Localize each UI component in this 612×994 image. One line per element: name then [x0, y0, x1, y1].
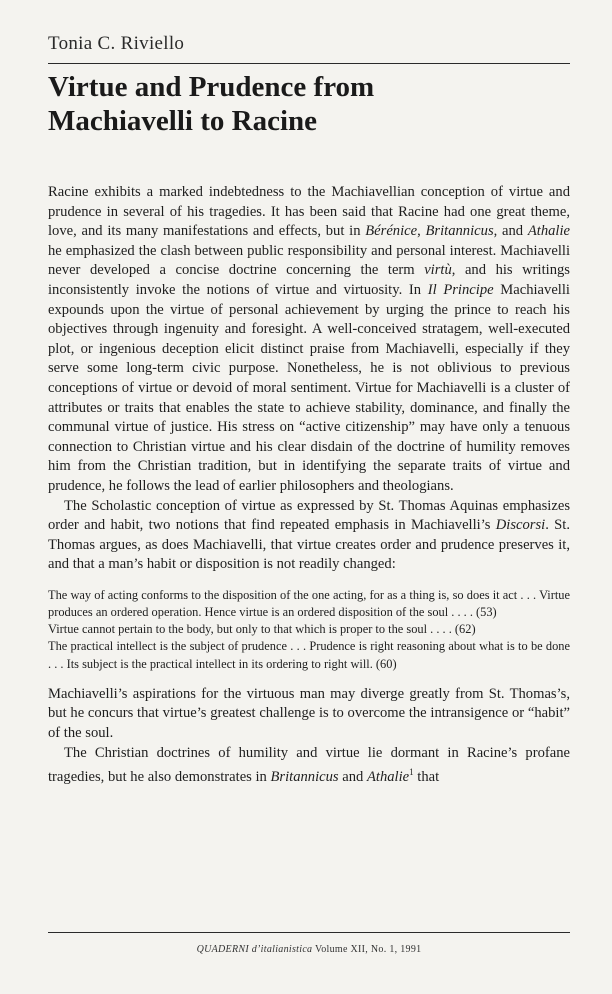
footnote-marker: 1 [409, 767, 414, 778]
title-line-2: Machiavelli to Racine [48, 105, 318, 137]
text-run: and [338, 769, 367, 786]
text-run: . St. Thomas argues, as does Machiavelli, that virtue creates order and prudence preserves it, and that a man’s habit or disposition is not readily changed: [48, 517, 570, 573]
title-line-1: Virtue and Prudence from [48, 71, 375, 103]
italic-term: Bérénice [365, 223, 418, 240]
italic-term: Britannicus [425, 223, 494, 240]
text-run: The Christian doctrines of humility and virtue lie dormant in Racine’s profane tragedies, but he also demonstrates in [48, 744, 570, 786]
italic-term: Britannicus [270, 769, 339, 786]
block-quote [48, 587, 570, 673]
journal-name: QUADERNI d’italianistica [196, 944, 313, 955]
paragraph-2 [48, 497, 570, 575]
text-run: Racine exhibits a marked indebtedness to the Machiavellian conception of virtue and prudence in several of his tragedies. It has been said that Racine had one great theme, love, and its many manifestations and effects, but in [48, 184, 570, 240]
author-name: Tonia C. Riviello [48, 33, 185, 54]
journal-footer [48, 944, 570, 955]
italic-term: Athalie [366, 769, 410, 786]
italic-term: virtù [424, 262, 452, 279]
article-body [48, 183, 570, 788]
paragraph-1 [48, 183, 570, 497]
italic-term: Il Principe [427, 281, 494, 298]
paragraph-3 [48, 685, 570, 744]
bottom-rule [48, 932, 570, 933]
text-run: that [413, 769, 440, 786]
article-title [48, 70, 570, 138]
quote-3: The practical intellect is the subject of prudence . . . Prudence is right reasoning about what is to be done . . . Its subject is the practical intellect in its ordering to right will. (60) [48, 639, 570, 671]
text-run: , and [493, 223, 528, 240]
italic-term: Discorsi [495, 517, 546, 534]
paragraph-4 [48, 744, 570, 788]
text-run: , [417, 223, 426, 240]
top-rule [48, 63, 570, 64]
text-run: he emphasized the clash between public responsibility and personal interest. Machiavelli never developed a concise doctrine concerning the term [48, 242, 570, 279]
italic-term: Athalie [527, 223, 570, 240]
text-run: Machiavelli’s aspirations for the virtuous man may diverge greatly from St. Thomas’s, but he concurs that virtue’s greatest challenge is to overcome the intransigence or “habit” of the soul. [48, 685, 570, 742]
quote-2: Virtue cannot pertain to the body, but only to that which is proper to the soul . . . . (62) [48, 622, 476, 637]
quote-1: The way of acting conforms to the disposition of the one acting, for as a thing is, so does it act . . . Virtue produces an ordered operation. Hence virtue is an ordered disposition of the soul . . . . (53) [48, 587, 570, 620]
text-run: , and his writings inconsistently invoke the notions of virtue and virtuosity. In [48, 262, 570, 298]
text-run: The Scholastic conception of virtue as expressed by St. Thomas Aquinas emphasizes order and habit, two notions that find repeated emphasis in Machiavelli’s [48, 497, 570, 534]
journal-details: Volume XII, No. 1, 1991 [312, 944, 422, 955]
text-run: Machiavelli expounds upon the virtue of personal achievement by urging the prince to reach his objectives through ingenuity and foresight. A well-conceived stratagem, well-executed plot, or ingenious deception elicit distinct praise from Machiavelli, especially if they serve some long-term civic purpose. Nonetheless, he is not oblivious to previous conceptions of virtue or devoid of moral sentiment. Virtue for Machiavelli is a cluster of attributes or traits that enables the state to achieve stability, dominance, and finally the communal virtue of justice. His stress on “active citizenship” may have only a tenuous connection to Christian virtue and his clear disdain of the doctrine of humility removes him from the Christian tradition, but in identifying the separate traits of virtue and prudence, he follows the lead of earlier philosophers and theologians. [48, 281, 570, 494]
